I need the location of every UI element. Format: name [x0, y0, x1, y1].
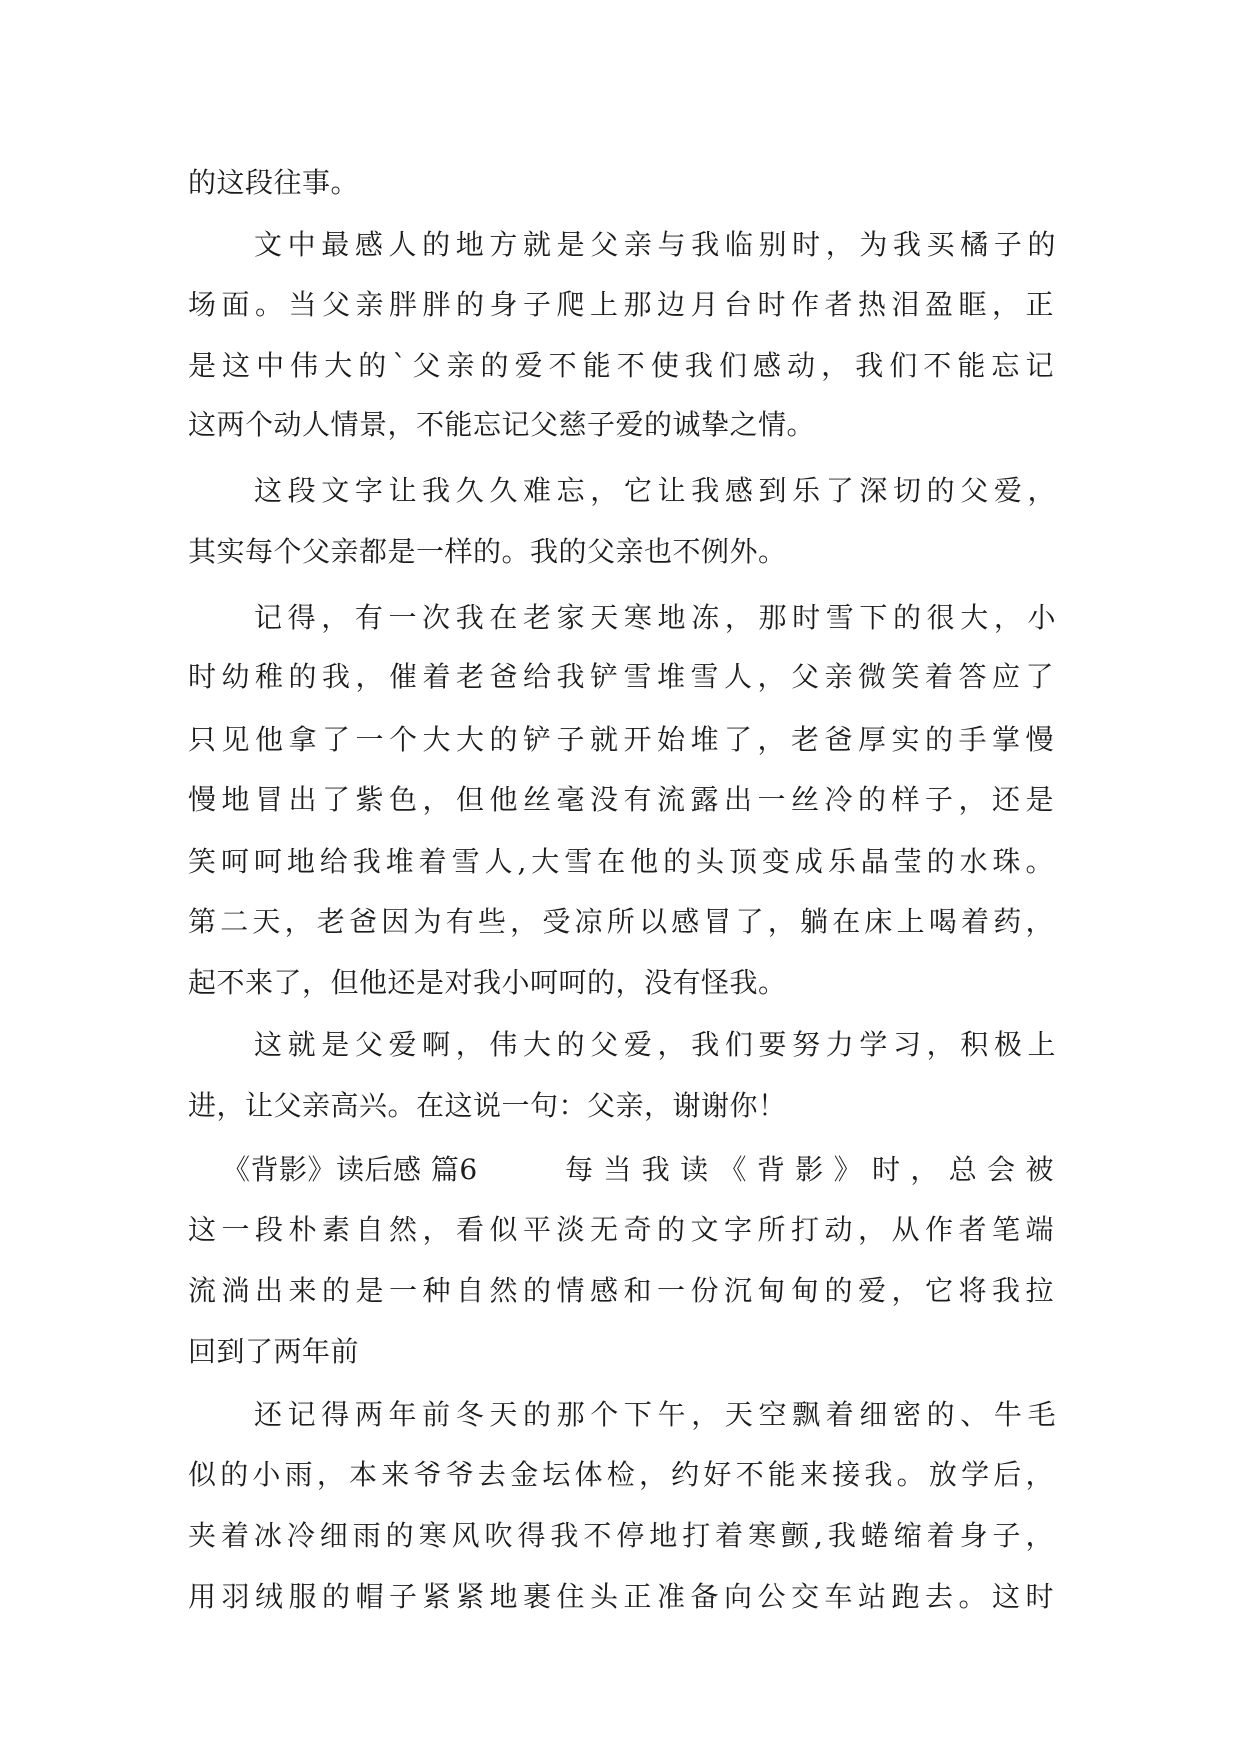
- text-line: 进，让父亲高兴。在这说一句：父亲，谢谢你！: [188, 1089, 787, 1122]
- text-line: 场面。当父亲胖胖的身子爬上那边月台时作者热泪盈眶，正: [188, 288, 1054, 321]
- text-line: 时幼稚的我，催着老爸给我铲雪堆雪人，父亲微笑着答应了: [188, 660, 1054, 693]
- text-line: 只见他拿了一个大大的铲子就开始堆了，老爸厚实的手掌慢: [188, 723, 1054, 756]
- text-line: 是这中伟大的`父亲的爱不能不使我们感动，我们不能忘记: [188, 349, 1054, 382]
- text-line: 这一段朴素自然，看似平淡无奇的文字所打动，从作者笔端: [188, 1213, 1054, 1246]
- paragraph-first-line: 记得，有一次我在老家天寒地冻，那时雪下的很大，小: [254, 601, 1056, 634]
- text-line: 夹着冰冷细雨的寒风吹得我不停地打着寒颤,我蜷缩着身子，: [188, 1519, 1054, 1552]
- text-line: 用羽绒服的帽子紧紧地裹住头正准备向公交车站跑去。这时: [188, 1580, 1054, 1613]
- text-line: 笑呵呵地给我堆着雪人,大雪在他的头顶变成乐晶莹的水珠。: [188, 845, 1054, 878]
- text-line: 似的小雨，本来爷爷去金坛体检，约好不能来接我。放学后，: [188, 1458, 1054, 1491]
- text-line: 的这段往事。: [188, 166, 360, 199]
- paragraph-first-line: 还记得两年前冬天的那个下午，天空飘着细密的、牛毛: [254, 1398, 1056, 1431]
- text-line: 第二天，老爸因为有些，受凉所以感冒了，躺在床上喝着药，: [188, 905, 1054, 938]
- paragraph-first-line: 这段文字让我久久难忘，它让我感到乐了深切的父爱，: [254, 474, 1056, 507]
- text-line: 起不来了，但他还是对我小呵呵的，没有怪我。: [188, 966, 787, 999]
- text-line: 慢地冒出了紫色，但他丝毫没有流露出一丝冷的样子，还是: [188, 783, 1054, 816]
- text-line: 这两个动人情景，不能忘记父慈子爱的诚挚之情。: [188, 408, 816, 441]
- paragraph-first-line: 文中最感人的地方就是父亲与我临别时，为我买橘子的: [254, 228, 1056, 261]
- section-heading: 《背影》读后感 篇6: [222, 1153, 478, 1186]
- paragraph-first-line: 每当我读《背影》时，总会被: [565, 1153, 1054, 1186]
- text-line: 回到了两年前: [188, 1335, 360, 1368]
- text-line: 其实每个父亲都是一样的。我的父亲也不例外。: [188, 535, 787, 568]
- text-line: 流淌出来的是一种自然的情感和一份沉甸甸的爱，它将我拉: [188, 1274, 1054, 1307]
- paragraph-first-line: 这就是父爱啊，伟大的父爱，我们要努力学习，积极上: [254, 1028, 1056, 1061]
